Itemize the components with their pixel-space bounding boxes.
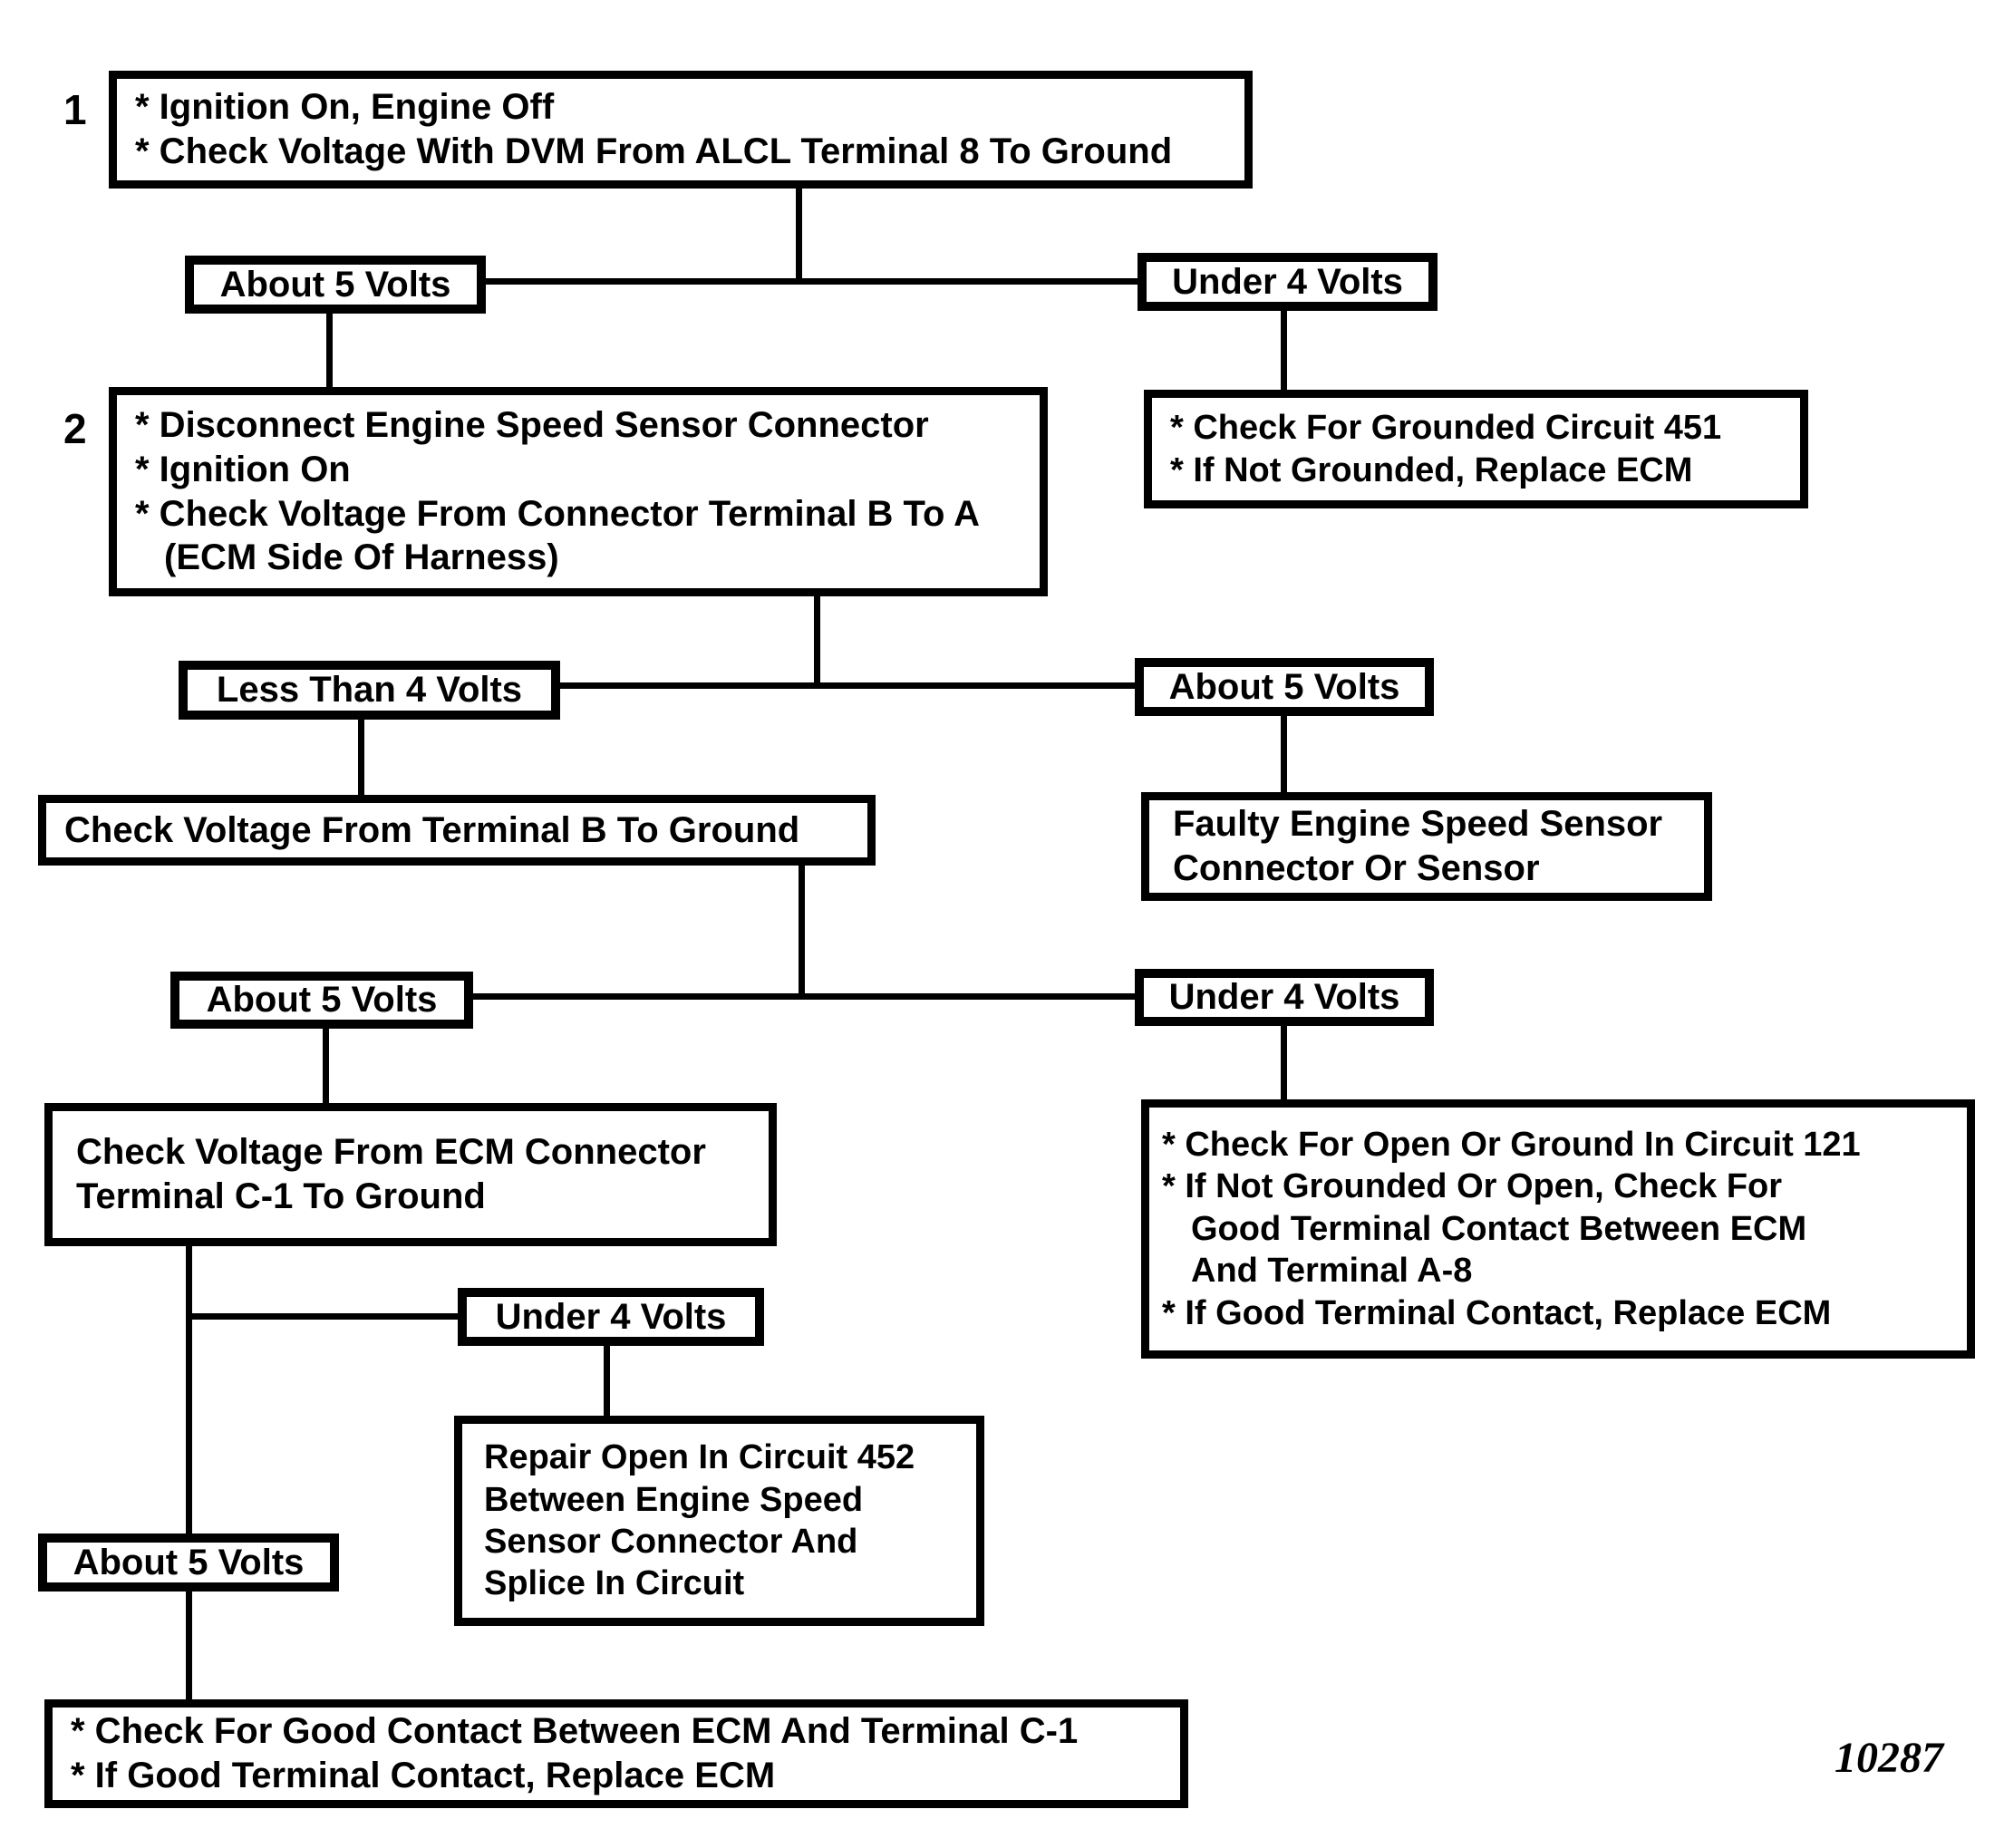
node-result-less-than-4-volts: Less Than 4 Volts <box>179 661 560 720</box>
node-repair-open-circuit-452: Repair Open In Circuit 452 Between Engine Speed Sensor Connector And Splice In Circuit <box>454 1416 984 1626</box>
connector-box1-down <box>796 189 802 285</box>
node-result-about-5-volts-mid: About 5 Volts <box>170 972 473 1029</box>
connector-row1-horizontal <box>486 278 1138 285</box>
connector-about5right-down <box>1281 716 1287 794</box>
node-result-under-4-volts-low: Under 4 Volts <box>458 1288 764 1346</box>
connector-about5top-to-box2 <box>326 314 333 389</box>
connector-lessthan4-down <box>358 720 364 797</box>
node-result-under-4-volts-top: Under 4 Volts <box>1138 253 1438 311</box>
step-2-label: 2 <box>63 405 87 452</box>
connector-under4mid-down <box>1281 1026 1287 1101</box>
connector-checkb-down <box>799 866 805 1000</box>
connector-branch-to-under4low <box>189 1313 458 1320</box>
node-check-ecm-connector-c1: Check Voltage From ECM Connector Terminal C-1 To Ground <box>44 1103 777 1246</box>
connector-box2-down <box>814 596 820 687</box>
connector-row2-horizontal <box>560 682 1135 689</box>
node-result-under-4-volts-mid: Under 4 Volts <box>1135 969 1434 1026</box>
node-check-open-ground-circuit-121: * Check For Open Or Ground In Circuit 121 * If Not Grounded Or Open, Check For Good Terminal Contact Between ECM And Terminal A-8 * If Good Terminal Contact, Replace ECM <box>1141 1099 1975 1359</box>
connector-row3-horizontal <box>473 993 1135 1000</box>
connector-under4top-to-box451 <box>1281 311 1287 392</box>
connector-under4low-down <box>604 1346 610 1417</box>
step-1-label: 1 <box>63 86 87 133</box>
node-result-about-5-volts-right: About 5 Volts <box>1135 658 1434 716</box>
figure-number: 10287 <box>1835 1734 1943 1782</box>
node-check-grounded-circuit-451: * Check For Grounded Circuit 451 * If Not Grounded, Replace ECM <box>1144 390 1808 508</box>
node-check-contact-terminal-c1: * Check For Good Contact Between ECM And Terminal C-1 * If Good Terminal Contact, Replace ECM <box>44 1699 1188 1808</box>
connector-about5mid-down <box>323 1029 329 1105</box>
node-result-about-5-volts-bottom: About 5 Volts <box>38 1534 339 1592</box>
node-step1-check-alcl: * Ignition On, Engine Off * Check Voltage With DVM From ALCL Terminal 8 To Ground <box>109 71 1253 189</box>
node-faulty-sensor-or-connector: Faulty Engine Speed Sensor Connector Or Sensor <box>1141 792 1712 901</box>
node-result-about-5-volts-top: About 5 Volts <box>185 256 486 314</box>
node-check-voltage-terminal-b-ground: Check Voltage From Terminal B To Ground <box>38 795 876 866</box>
node-step2-disconnect-sensor: * Disconnect Engine Speed Sensor Connector * Ignition On * Check Voltage From Connector Terminal B To A (ECM Side Of Harness) <box>109 387 1048 596</box>
